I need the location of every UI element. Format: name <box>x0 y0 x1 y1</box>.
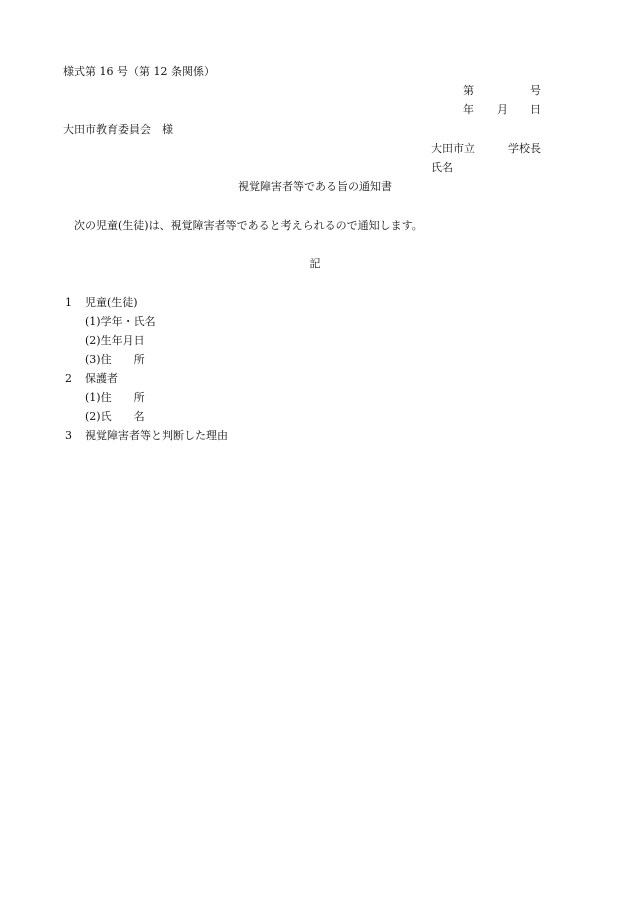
subitem: (1)学年・氏名 <box>85 315 156 328</box>
subitem: (2)氏 名 <box>85 410 145 423</box>
date-day-label: 日 <box>530 103 541 116</box>
item-label-reason: 視覚障害者等と判断した理由 <box>85 429 228 442</box>
ki-heading: 記 <box>309 257 321 270</box>
body-text: 次の児童(生徒)は、視覚障害者等であると考えられるので通知します。 <box>74 219 423 232</box>
doc-number-suffix: 号 <box>530 84 541 97</box>
form-label: 様式第 16 号（第 12 条関係） <box>63 65 215 78</box>
date-month-label: 月 <box>497 103 508 116</box>
doc-number-prefix: 第 <box>463 84 474 97</box>
subitem: (2)生年月日 <box>85 334 145 347</box>
subitem: (3)住 所 <box>85 353 145 366</box>
sender-name-label: 氏名 <box>431 161 453 174</box>
document-title: 視覚障害者等である旨の通知書 <box>238 180 392 193</box>
school-prefix: 大田市立 <box>431 142 475 155</box>
item-label-guardian: 保護者 <box>85 372 118 385</box>
school-suffix: 学校長 <box>508 142 541 155</box>
item-number: 2 <box>65 372 72 385</box>
item-number: 3 <box>65 429 72 442</box>
addressee: 大田市教育委員会 様 <box>63 123 173 136</box>
item-number: 1 <box>65 296 72 309</box>
date-year-label: 年 <box>463 103 474 116</box>
subitem: (1)住 所 <box>85 391 145 404</box>
item-label-child: 児童(生徒) <box>85 296 138 309</box>
